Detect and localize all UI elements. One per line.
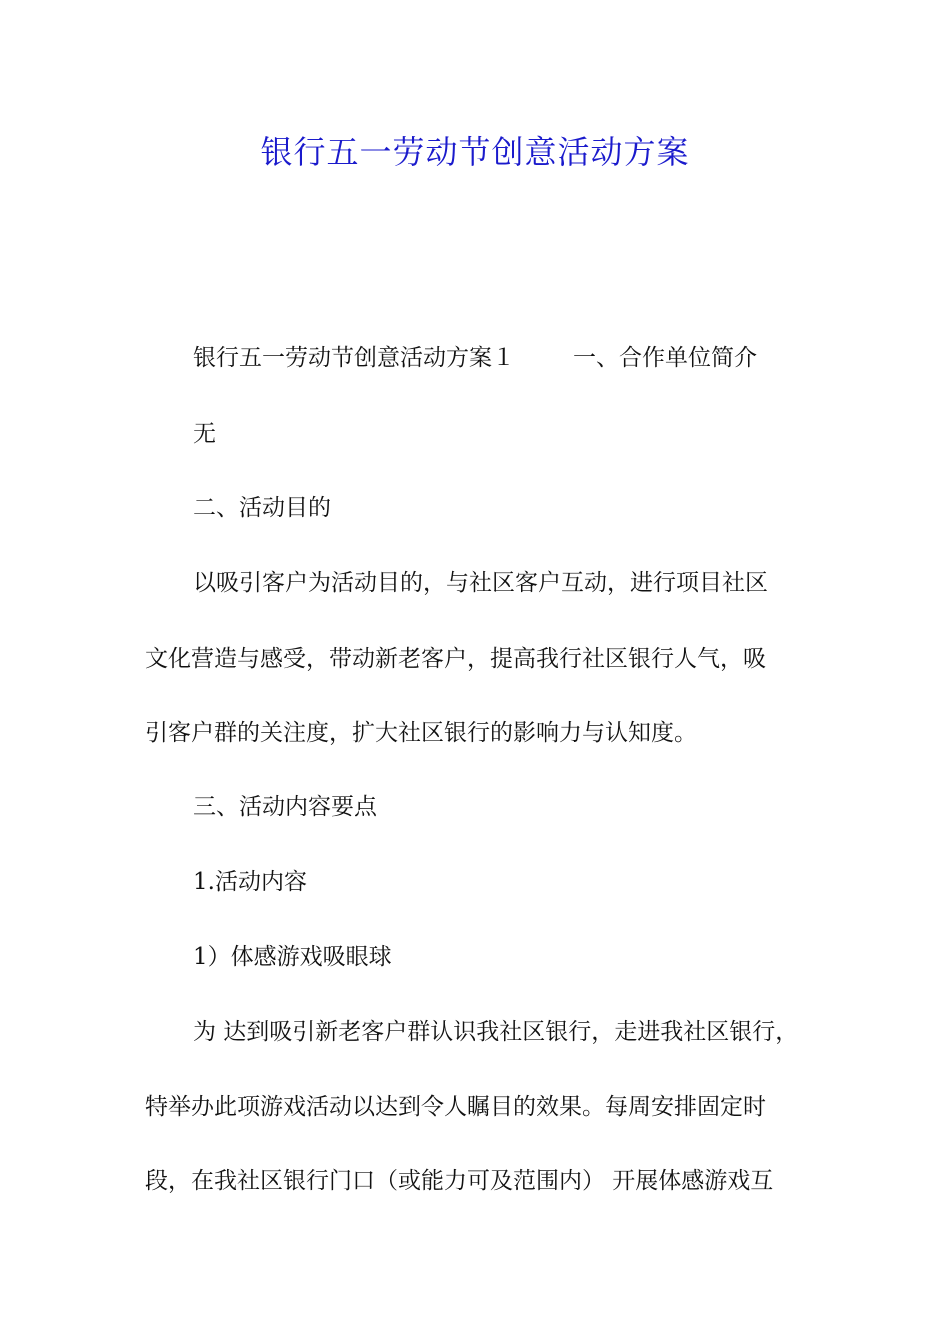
paragraph-line: 引客户群的关注度，扩大社区银行的影响力与认知度。: [145, 720, 697, 746]
item-heading: 1）体感游戏吸眼球: [193, 944, 392, 970]
document-title: 银行五一劳动节创意活动方案: [260, 133, 690, 171]
section-heading-purpose: 二、活动目的: [193, 495, 331, 521]
plan-label: 银行五一劳动节创意活动方案１: [193, 345, 515, 371]
paragraph-heading-line: [193, 341, 863, 375]
section-heading-content: 三、活动内容要点: [193, 794, 377, 820]
subsection-heading: 1.活动内容: [193, 869, 307, 895]
paragraph-line: 以吸引客户为活动目的，与社区客户互动，进行项目社区: [193, 570, 768, 596]
paragraph-line: 段，在我社区银行门口（或能力可及范围内） 开展体感游戏互: [145, 1168, 774, 1194]
section-heading-partner: 一、合作单位简介: [573, 345, 757, 371]
paragraph-none: 无: [193, 421, 216, 447]
paragraph-line: 特举办此项游戏活动以达到令人瞩目的效果。每周安排固定时: [145, 1094, 766, 1120]
paragraph-line: 文化营造与感受，带动新老客户，提高我行社区银行人气，吸: [145, 646, 766, 672]
paragraph-line: 为 达到吸引新老客户群认识我社区银行，走进我社区银行，: [193, 1019, 799, 1045]
